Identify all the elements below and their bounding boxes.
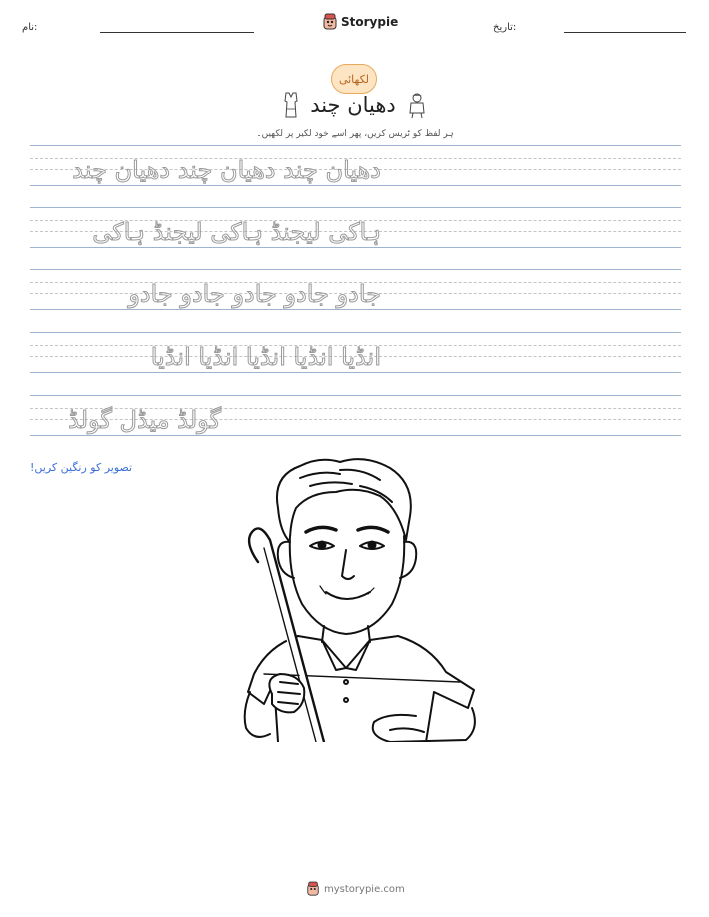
instruction-text: ہر لفظ کو ٹریس کریں، پھر اسے خود لکیر پر لکھیں۔ (256, 129, 454, 139)
practice-row[interactable] (30, 145, 681, 185)
name-write-line[interactable] (100, 32, 254, 33)
date-label: تاریخ: (493, 22, 517, 33)
storypie-mascot-icon (306, 881, 320, 897)
title-row (250, 88, 460, 122)
hockey-player-icon (406, 91, 428, 119)
brand-name: Storypie (341, 15, 399, 29)
practice-row[interactable] (30, 207, 681, 247)
storypie-mascot-icon (322, 13, 338, 31)
practice-row[interactable] (30, 332, 681, 372)
practice-row[interactable] (30, 269, 681, 309)
footer (306, 880, 405, 898)
name-label: نام: (22, 22, 38, 33)
color-prompt: تصویر کو رنگین کریں! (30, 461, 133, 474)
trace-text: ہاکی لیجنڈ ہاکی لیجنڈ ہاکی (92, 218, 381, 246)
footer-url[interactable]: mystorypie.com (324, 883, 405, 895)
date-write-line[interactable] (564, 32, 686, 33)
trace-text: جادو جادو جادو جادو جادو (128, 280, 381, 308)
trace-text: انڈیا انڈیا انڈیا انڈیا انڈیا (150, 343, 381, 371)
coloring-illustration[interactable] (240, 456, 486, 742)
jersey-icon (282, 91, 300, 119)
page-title: دھیان چند (310, 93, 396, 117)
trace-text: گولڈ میڈل گولڈ (68, 406, 221, 434)
practice-row[interactable] (30, 395, 681, 435)
category-badge: لکھائی (331, 64, 377, 94)
trace-text: دھیان چند دھیان چند دھیان چند (72, 156, 381, 184)
brand-logo (322, 12, 398, 32)
